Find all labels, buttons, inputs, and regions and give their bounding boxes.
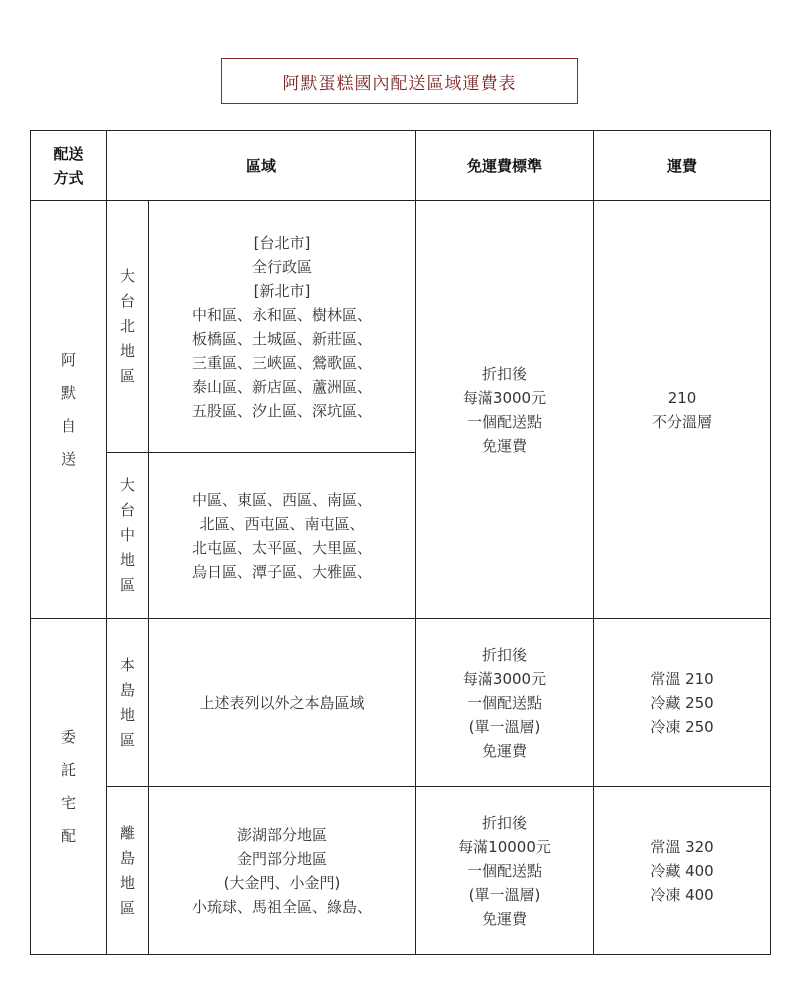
method-self-delivery: 阿默自送 <box>31 201 107 619</box>
header-fee: 運費 <box>594 131 771 201</box>
cell-line: [新北市] <box>253 281 311 300</box>
table-row <box>31 201 771 453</box>
cell-line: 五股區、汐止區、深坑區、 <box>192 401 373 420</box>
cell-line: 澎湖部分地區 <box>237 825 328 844</box>
cell-line: 全行政區 <box>252 257 313 276</box>
fee-outlying <box>594 787 771 955</box>
region-areas-taipei <box>149 201 416 453</box>
table-row <box>31 619 771 787</box>
cell-line: 烏日區、潭子區、大雅區、 <box>192 562 373 581</box>
header-free-standard: 免運費標準 <box>416 131 594 201</box>
cell-line: 一個配送點 <box>467 693 543 712</box>
table-header-row <box>31 131 771 201</box>
cell-line: 北屯區、太平區、大里區、 <box>192 538 373 557</box>
cell-line: 210 <box>667 388 697 407</box>
shipping-rate-table <box>30 130 771 955</box>
cell-line: (單一溫層) <box>468 885 541 904</box>
region-areas-taichung <box>149 453 416 619</box>
free-standard-outlying <box>416 787 594 955</box>
cell-line: 折扣後 <box>482 813 528 832</box>
cell-line: 北區、西屯區、南屯區、 <box>199 514 365 533</box>
region-label-taipei: 大台北地區 <box>107 201 149 453</box>
cell-line: 每滿3000元 <box>462 669 547 688</box>
cell-line: 常溫 320 <box>650 837 714 856</box>
region-label-main-island: 本島地區 <box>107 619 149 787</box>
region-areas-main-island <box>149 619 416 787</box>
cell-line: 中和區、永和區、樹林區、 <box>192 305 373 324</box>
fee-self-delivery <box>594 201 771 619</box>
cell-line: 每滿10000元 <box>458 837 551 856</box>
cell-line: 免運費 <box>482 436 528 455</box>
region-label-outlying: 離島地區 <box>107 787 149 955</box>
header-method: 配送 方式 <box>31 131 107 201</box>
cell-line: 折扣後 <box>482 364 528 383</box>
region-areas-outlying <box>149 787 416 955</box>
cell-line: 板橋區、土城區、新莊區、 <box>192 329 373 348</box>
cell-line: 常溫 210 <box>650 669 714 688</box>
free-standard-main-island <box>416 619 594 787</box>
method-courier: 委託宅配 <box>31 619 107 955</box>
cell-line: 不分溫層 <box>652 412 713 431</box>
header-region: 區域 <box>107 131 416 201</box>
cell-line: 冷凍 400 <box>650 885 714 904</box>
cell-line: 上述表列以外之本島區域 <box>199 693 365 712</box>
cell-line: 免運費 <box>482 909 528 928</box>
fee-main-island <box>594 619 771 787</box>
cell-line: 免運費 <box>482 741 528 760</box>
cell-line: 泰山區、新店區、蘆洲區、 <box>192 377 373 396</box>
cell-line: [台北市] <box>253 233 311 252</box>
table-row <box>31 787 771 955</box>
cell-line: 三重區、三峽區、鶯歌區、 <box>192 353 373 372</box>
cell-line: 中區、東區、西區、南區、 <box>192 490 373 509</box>
cell-line: 一個配送點 <box>467 861 543 880</box>
cell-line: 冷藏 400 <box>650 861 714 880</box>
cell-line: 折扣後 <box>482 645 528 664</box>
free-standard-self-delivery <box>416 201 594 619</box>
region-label-taichung: 大台中地區 <box>107 453 149 619</box>
cell-line: 冷凍 250 <box>650 717 714 736</box>
cell-line: (單一溫層) <box>468 717 541 736</box>
cell-line: (大金門、小金門) <box>223 873 341 892</box>
cell-line: 小琉球、馬祖全區、綠島、 <box>192 897 373 916</box>
cell-line: 每滿3000元 <box>462 388 547 407</box>
cell-line: 金門部分地區 <box>237 849 328 868</box>
page-title: 阿默蛋糕國內配送區域運費表 <box>221 58 578 104</box>
cell-line: 一個配送點 <box>467 412 543 431</box>
cell-line: 冷藏 250 <box>650 693 714 712</box>
